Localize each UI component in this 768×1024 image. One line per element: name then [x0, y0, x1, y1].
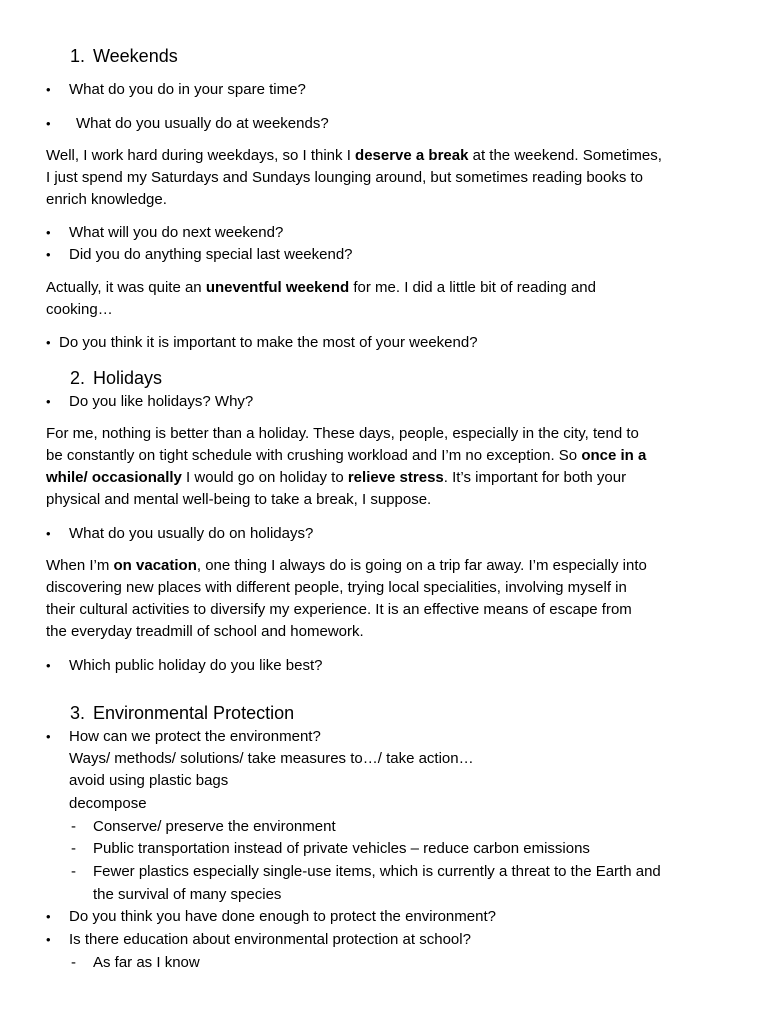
note-line: avoid using plastic bags [69, 772, 229, 789]
bullet-icon: • [46, 225, 51, 240]
answer-line [46, 556, 647, 576]
question: Is there education about environmental protection at school? [69, 931, 471, 948]
dash-icon: - [71, 954, 76, 971]
answer-line: I just spend my Saturdays and Sundays lounging around, but sometimes reading books to [46, 169, 644, 186]
dash-icon: - [71, 818, 76, 835]
answer-text: . It’s important for both your [443, 469, 627, 486]
key-phrase: uneventful weekend [205, 279, 350, 296]
question: What do you usually do at weekends? [76, 115, 329, 132]
answer-text: for me. I did a little bit of reading and [349, 279, 596, 296]
bullet-icon: • [46, 526, 51, 541]
bullet-icon: • [46, 247, 51, 262]
key-phrase: on vacation [113, 557, 197, 574]
bullet-icon: • [46, 932, 51, 947]
question: Do you like holidays? Why? [69, 393, 254, 410]
question: Do you think it is important to make the most of your weekend? [59, 334, 478, 351]
section-number: 1. [70, 46, 86, 66]
section-title: Holidays [93, 368, 163, 388]
section-title: Weekends [93, 46, 178, 66]
question: Did you do anything special last weekend? [69, 246, 353, 263]
bullet-icon: • [46, 394, 51, 409]
note-line: decompose [69, 795, 147, 812]
answer-line: For me, nothing is better than a holiday. These days, people, especially in the city, tend to [46, 425, 639, 442]
list-item-continued: the survival of many species [93, 886, 282, 903]
question: What do you do in your spare time? [69, 81, 306, 98]
answer-text: I would go on holiday to [181, 469, 348, 486]
answer-line: cooking… [46, 301, 113, 318]
answer-text: , one thing I always do is going on a trip far away. I’m especially into [196, 557, 647, 574]
answer-line [46, 468, 626, 488]
question: How can we protect the environment? [69, 728, 321, 745]
list-item: As far as I know [93, 954, 200, 971]
note-line: Ways/ methods/ solutions/ take measures to…/ take action… [69, 750, 474, 767]
list-item: Conserve/ preserve the environment [93, 818, 336, 835]
section-heading-holidays [70, 367, 162, 389]
answer-line [46, 446, 646, 466]
answer-line: discovering new places with different people, trying local specialities, involving myself in [46, 579, 627, 596]
answer-text: When I’m [46, 557, 114, 574]
section-title: Environmental Protection [93, 703, 295, 723]
answer-text: Well, I work hard during weekdays, so I think I [46, 147, 356, 164]
answer-text: be constantly on tight schedule with crushing workload and I’m no exception. So [46, 447, 582, 464]
section-number: 3. [70, 703, 86, 723]
question: Which public holiday do you like best? [69, 657, 323, 674]
answer-line: physical and mental well-being to take a break, I suppose. [46, 491, 432, 508]
section-heading-weekends [70, 45, 178, 67]
answer-line: their cultural activities to diversify my experience. It is an effective means of escape from [46, 601, 632, 618]
key-phrase: deserve a break [355, 147, 469, 164]
key-phrase: once in a [581, 447, 647, 464]
answer-line: enrich knowledge. [46, 191, 167, 208]
section-heading-environmental-protection [70, 702, 294, 724]
key-phrase: while/ occasionally [46, 469, 182, 486]
list-item: Fewer plastics especially single-use items, which is currently a threat to the Earth and [93, 863, 661, 880]
answer-text: at the weekend. Sometimes, [468, 147, 662, 164]
dash-icon: - [71, 863, 76, 880]
bullet-icon: • [46, 82, 51, 97]
question: What do you usually do on holidays? [69, 525, 314, 542]
answer-line: the everyday treadmill of school and homework. [46, 623, 364, 640]
question: What will you do next weekend? [69, 224, 284, 241]
bullet-icon: • [46, 909, 51, 924]
dash-icon: - [71, 840, 76, 857]
section-number: 2. [70, 368, 86, 388]
list-item: Public transportation instead of private vehicles – reduce carbon emissions [93, 840, 590, 857]
answer-line [46, 146, 662, 166]
answer-text: Actually, it was quite an [46, 279, 206, 296]
bullet-icon: • [46, 729, 51, 744]
key-phrase: relieve stress [347, 469, 444, 486]
bullet-icon: • [46, 658, 51, 673]
answer-line [46, 278, 596, 298]
bullet-icon: • [46, 335, 51, 350]
bullet-icon: • [46, 116, 51, 131]
question: Do you think you have done enough to protect the environment? [69, 908, 496, 925]
